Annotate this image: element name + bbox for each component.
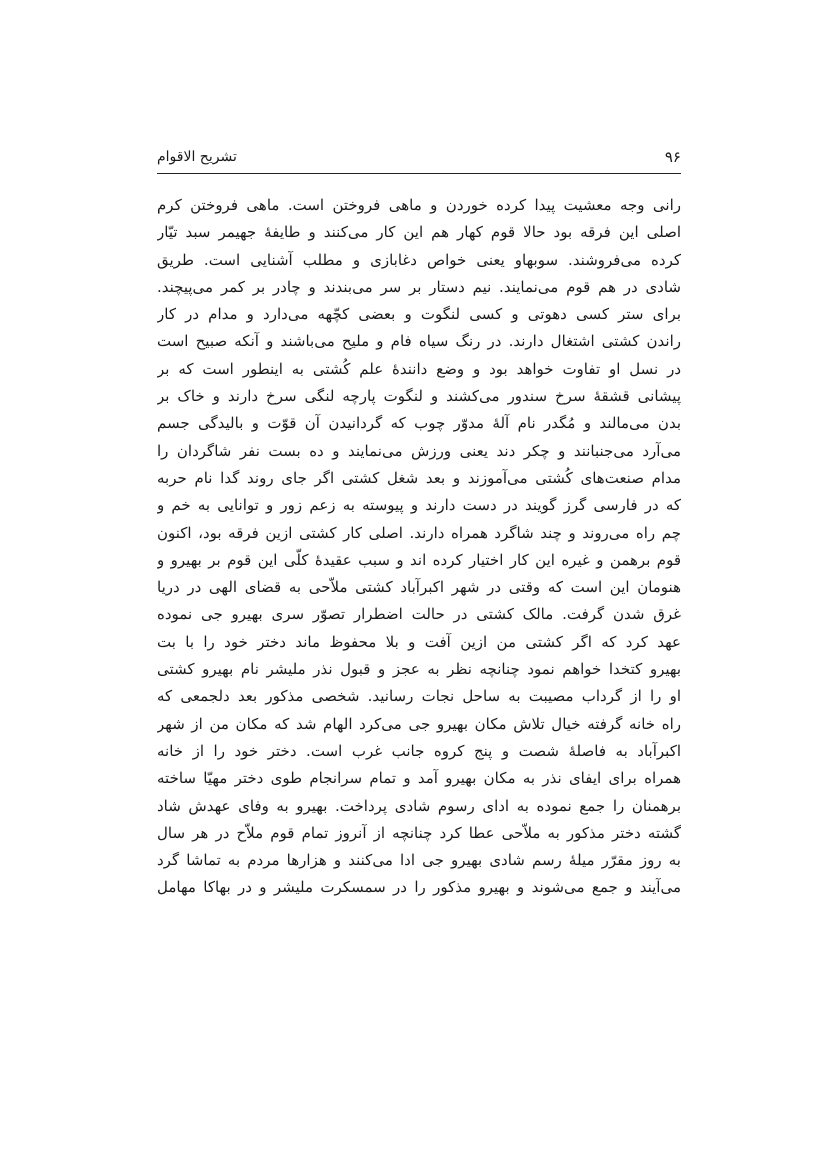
text-line: چم راه می‌روند و چند شاگرد همراه دارند. اصلی کار کشتی ازین فرقه بود، اکنون [157,523,681,542]
text-line: برهمنان را جمع نموده به ادای رسوم شادی پرداخت. بهیرو به وفای عهدش شاد [157,796,681,815]
text-line: او را از گرداب مصیبت به ساحل نجات رسانید. شخصی مذکور بعد دلجمعی که [157,687,681,706]
text-line: غرق شدن گرفت. مالک کشتی در حالت اضطرار تصوّر سری بهیرو جی نموده [157,605,681,624]
text-line: راندن کشتی اشتغال دارند. در رنگ سیاه فام و ملیح می‌باشند و آنکه صبیح است [157,332,681,351]
text-line: به روز مقرّر میلهٔ رسم شادی بهیرو جی ادا می‌کنند و هزارها مردم به تماشا گرد [157,851,681,870]
page-header [157,143,681,174]
text-line: می‌آیند و جمع می‌شوند و بهیرو مذکور را در سمسکرت ملیشر و در بهاکا مهامل [157,878,681,897]
text-line: برای ستر کسی دهوتی و کسی لنگوت و بعضی کچّهه می‌دارد و مدام در کار [157,305,681,324]
text-line: قوم برهمن و غیره این کار اختیار کرده اند و سبب عقیدهٔ کلّی این قوم بر بهیرو و [157,550,681,569]
text-line: که در فارسی گرز گویند در دست دارند و پیوسته به زعم زور و توانایی به خم و [157,496,681,515]
text-line: پیشانی قشقهٔ سرخ سندور می‌کشند و لنگوت پارچه لنگی سرخ دارند و خاک بر [157,387,681,406]
body-text [157,192,681,902]
text-line: می‌آرد می‌جنبانند و چکر دند یعنی ورزش می‌نمایند و ده بست نفر شاگردان را [157,441,681,460]
text-line: شادی در هم قوم می‌نمایند. نیم دستار بر سر می‌بندند و چادر بر کمر می‌پیچند. [157,277,681,296]
text-line: هنومان این است که وقتی در شهر اکبرآباد کشتی ملاّحی به قضای الهی در دریا [157,578,681,597]
text-line: عهد کرد که اگر کشتی من ازین آفت و بلا محفوظ ماند دختر خود را با بت [157,632,681,651]
text-line: رانی وجه معشیت پیدا کرده خوردن و ماهی فروختن است. ماهی فروختن کرم [157,196,681,214]
text-line: اکبرآباد به فاصلهٔ شصت و پنج کروه جانب غرب است. دختر خود را از خانه [157,741,681,760]
text-line: همراه برای ایفای نذر به مکان بهیرو آمد و تمام سرانجام طوی دختر مهیّا ساخته [157,769,681,788]
text-line: بدن می‌مالند و مُگدر نام آلهٔ مدوّر چوب که گردانیدن آن قوّت و بالیدگی جسم [157,414,681,433]
text-line: بهیرو کتخدا خواهم نمود چنانچه نظر به عجز و قبول نذر ملیشر نام بهیرو کشتی [157,660,681,679]
text-line: مدام صنعت‌های کُشتی می‌آموزند و بعد شغل کشتی اگر جای روند گدا نام حربه [157,468,681,487]
text-line: اصلی این فرقه بود حالا قوم کهار هم این کار می‌کنند و طایفهٔ جهیمر سبد تیّار [157,223,681,242]
text-line: گشته دختر مذکور به ملاّحی عطا کرد چنانچه از آنروز تمام قوم ملاّح در هر سال [157,823,681,842]
running-title: تشریح الاقوام [157,149,237,165]
page-number: ۹۶ [664,148,681,166]
text-line: راه خانه گرفته خیال تلاش مکان بهیرو جی می‌کرد الهام شد که مکان من از شهر [157,714,681,733]
text-line: در نسل او تفاوت خواهد بود و وضع دانندهٔ علم کُشتی به اینطور است که بر [157,359,681,378]
text-line: کرده می‌فروشند. سوبهاو یعنی خواص دغابازی و مطلب آشنایی است. طریق [157,250,681,269]
